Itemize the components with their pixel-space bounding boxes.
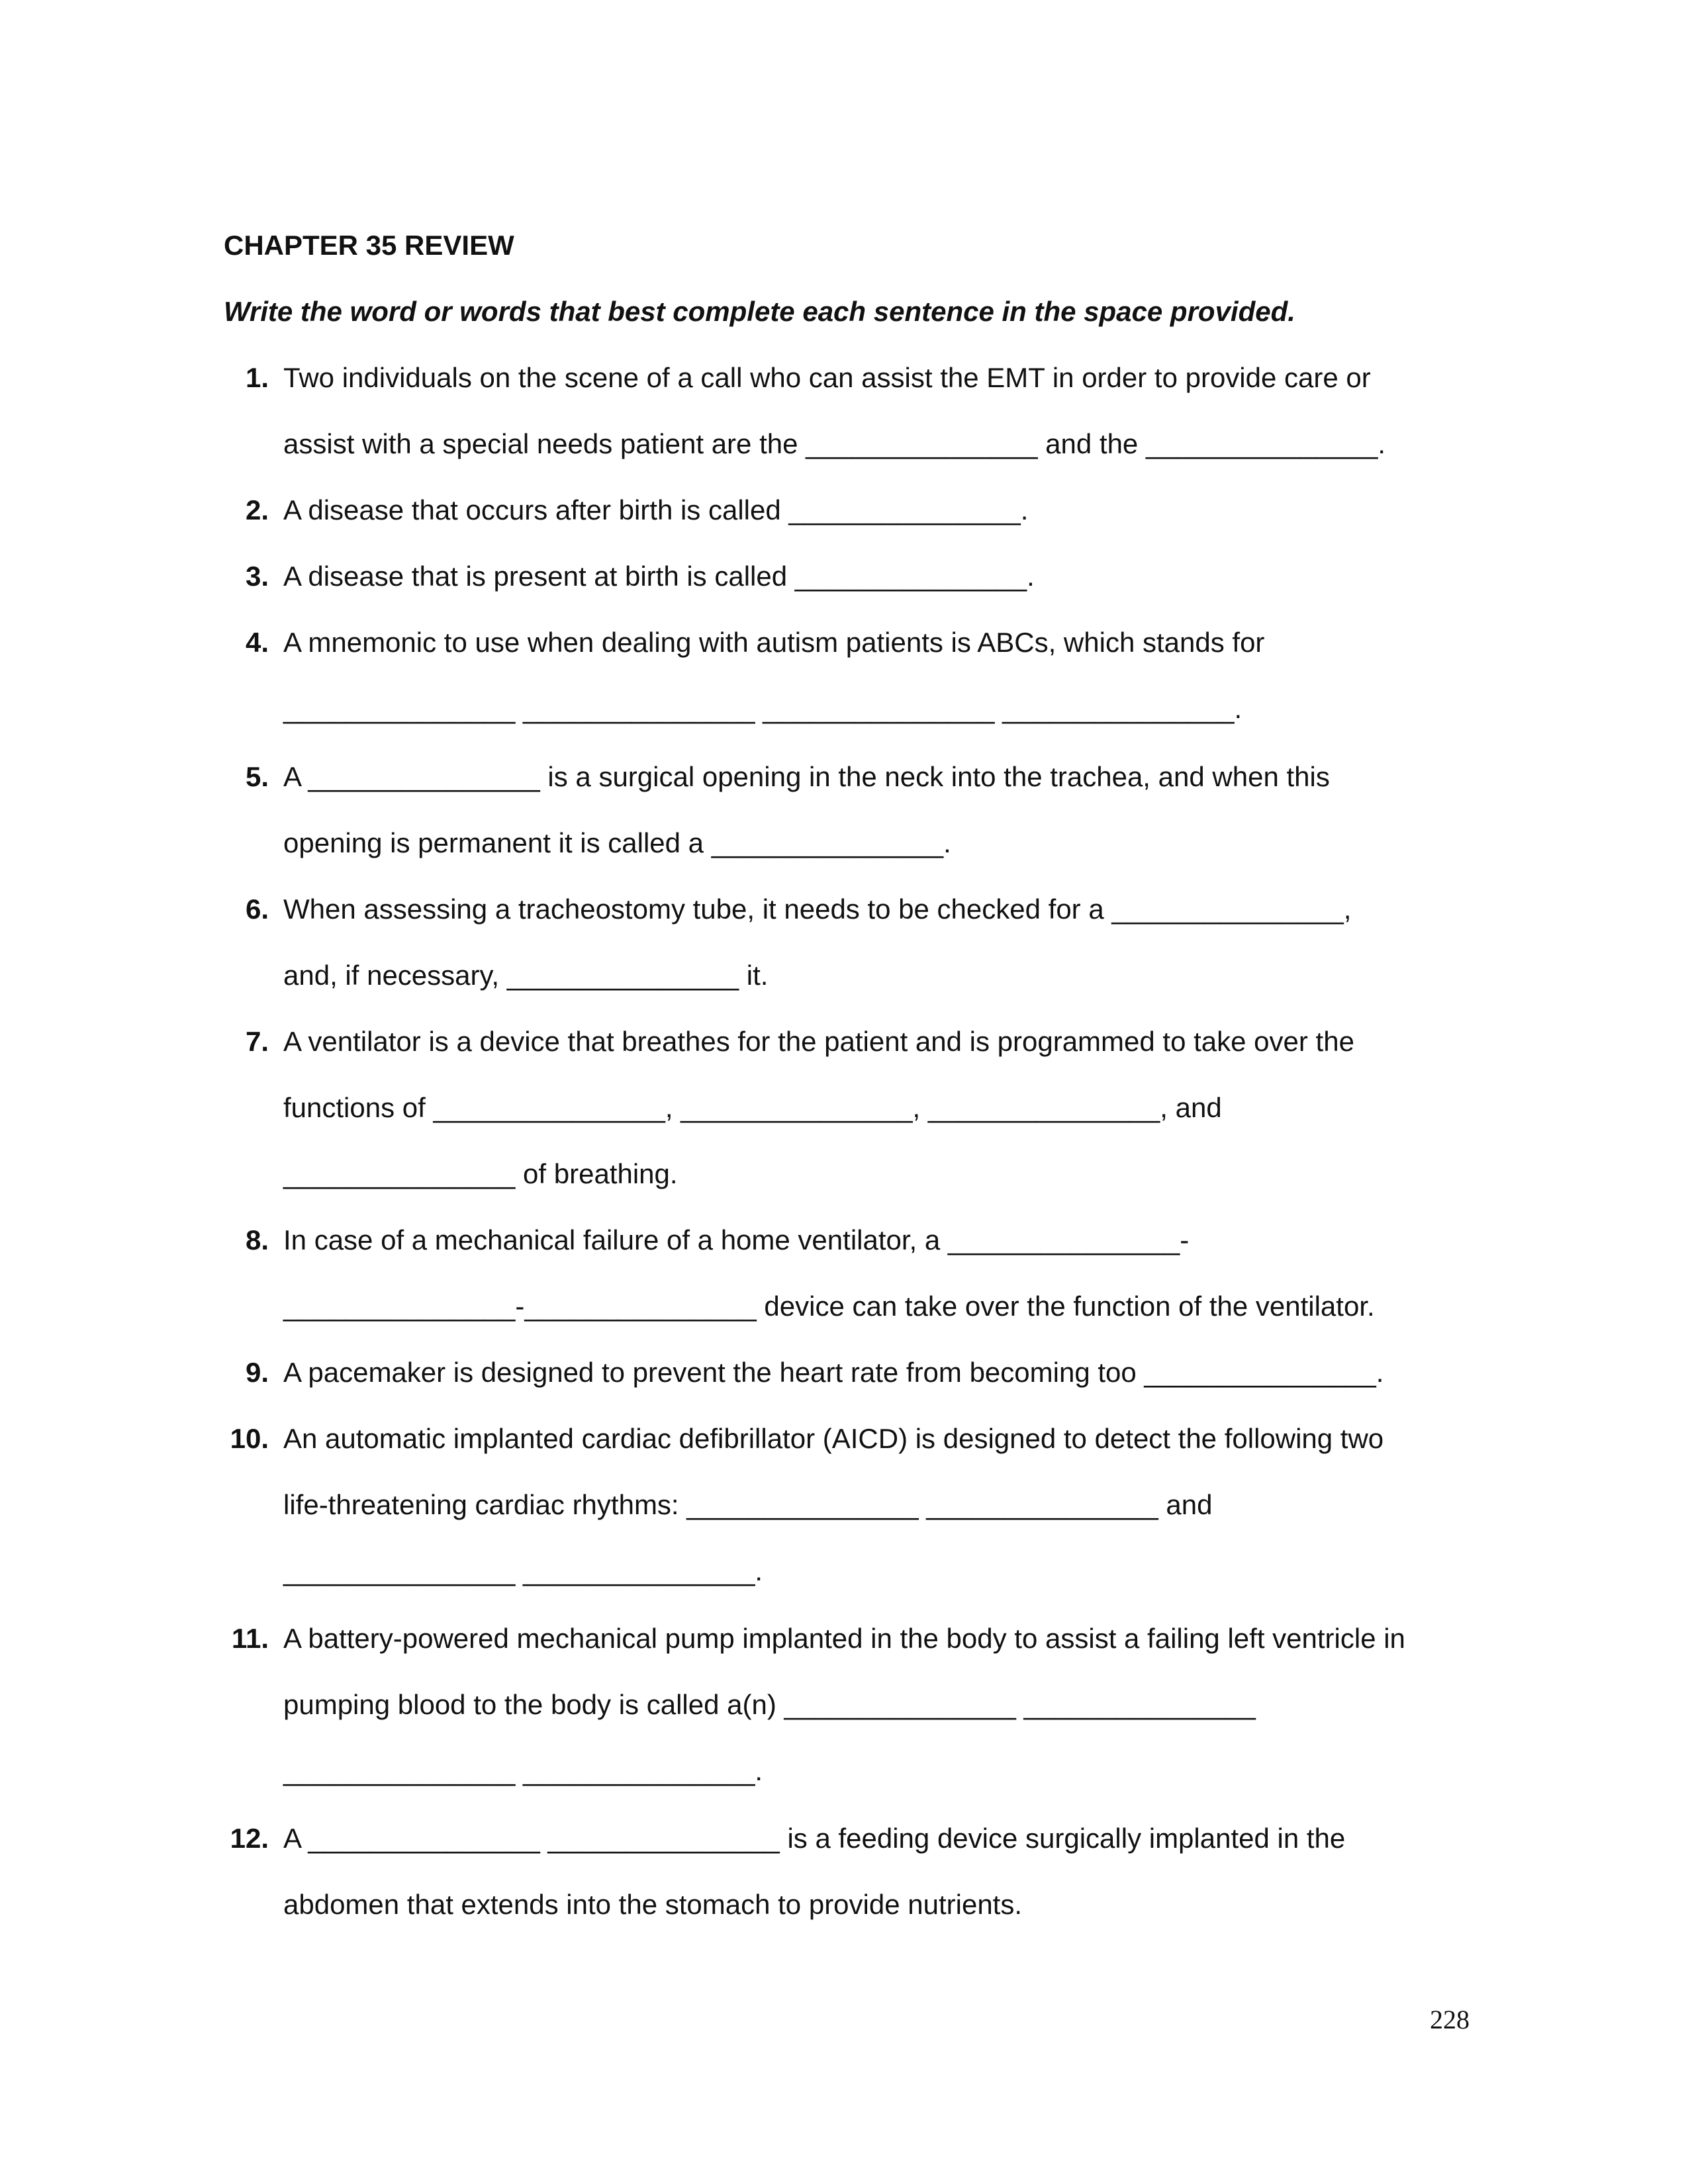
question-3-line-1: A disease that is present at birth is called _______________.	[283, 561, 1035, 592]
page-title: CHAPTER 35 REVIEW	[224, 230, 514, 261]
question-7-line-1: A ventilator is a device that breathes for the patient and is programmed to take over the	[283, 1026, 1354, 1057]
question-9-line-1: A pacemaker is designed to prevent the heart rate from becoming too _______________.	[283, 1357, 1384, 1388]
question-11-line-2: pumping blood to the body is called a(n) _______________ _______________	[283, 1689, 1256, 1720]
question-12-line-2: abdomen that extends into the stomach to provide nutrients.	[283, 1889, 1023, 1920]
question-5-line-1: A _______________ is a surgical opening in the neck into the trachea, and when this	[283, 761, 1330, 792]
question-11-line-3: _______________ _______________.	[283, 1755, 763, 1786]
question-10-line-1: An automatic implanted cardiac defibrillator (AICD) is designed to detect the following two	[283, 1423, 1384, 1454]
instructions: Write the word or words that best complete each sentence in the space provided.	[224, 296, 1295, 327]
question-12-number: 12.	[230, 1823, 269, 1854]
question-8-number: 8.	[245, 1224, 269, 1255]
question-9-number: 9.	[245, 1357, 269, 1388]
question-1-number: 1.	[245, 362, 269, 393]
question-4-number: 4.	[245, 627, 269, 658]
question-6-number: 6.	[245, 893, 269, 925]
question-7-number: 7.	[245, 1026, 269, 1057]
question-11-number: 11.	[231, 1623, 269, 1654]
question-6-line-1: When assessing a tracheostomy tube, it needs to be checked for a _______________,	[283, 893, 1352, 925]
question-2-line-1: A disease that occurs after birth is called _______________.	[283, 494, 1029, 525]
question-4-line-2: _______________ _______________ _______________ _______________.	[283, 693, 1243, 724]
question-11-line-1: A battery-powered mechanical pump implanted in the body to assist a failing left ventricle in	[283, 1623, 1405, 1654]
question-10-line-3: _______________ _______________.	[283, 1555, 763, 1586]
question-10-line-2: life-threatening cardiac rhythms: _______________ _______________ and	[283, 1489, 1213, 1520]
question-12-line-1: A _______________ _______________ is a feeding device surgically implanted in the	[283, 1823, 1346, 1854]
question-1-line-1: Two individuals on the scene of a call who can assist the EMT in order to provide care or	[283, 362, 1371, 393]
page-number: 228	[1430, 2005, 1470, 2034]
question-10-number: 10.	[230, 1423, 269, 1454]
question-6-line-2: and, if necessary, _______________ it.	[283, 960, 769, 991]
question-2-number: 2.	[245, 494, 269, 525]
question-8-line-2: _______________-_______________ device can take over the function of the ventilator.	[283, 1291, 1375, 1322]
question-3-number: 3.	[245, 561, 269, 592]
question-5-line-2: opening is permanent it is called a _______________.	[283, 827, 951, 858]
question-8-line-1: In case of a mechanical failure of a home ventilator, a _______________-	[283, 1224, 1190, 1255]
question-5-number: 5.	[245, 761, 269, 792]
question-7-line-2: functions of _______________, _______________, _______________, and	[283, 1092, 1222, 1123]
question-1-line-2: assist with a special needs patient are the _______________ and the _______________.	[283, 428, 1386, 459]
question-7-line-3: _______________ of breathing.	[283, 1158, 678, 1189]
question-4-line-1: A mnemonic to use when dealing with autism patients is ABCs, which stands for	[283, 627, 1265, 658]
